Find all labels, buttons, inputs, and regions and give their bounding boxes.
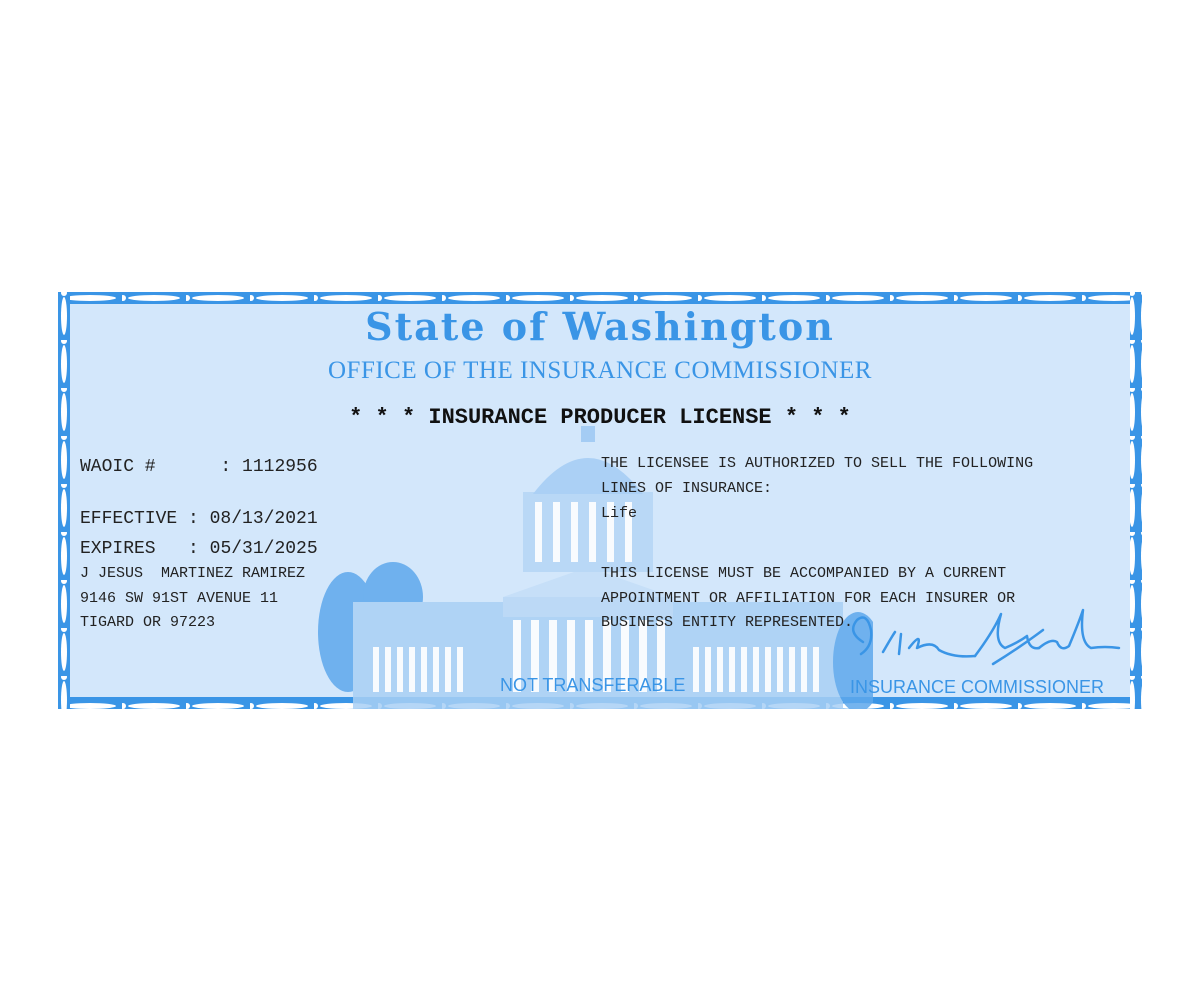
commissioner-title: INSURANCE COMMISSIONER — [850, 677, 1105, 697]
authorization-line2: LINES OF INSURANCE: — [601, 480, 773, 497]
authorization-line1: THE LICENSEE IS AUTHORIZED TO SELL THE FOLLOWING — [601, 455, 1034, 472]
insurance-license-card — [58, 292, 1142, 709]
state-title: State of Washington — [365, 304, 835, 349]
licensee-name: J JESUS MARTINEZ RAMIREZ — [80, 565, 306, 582]
notice-line1: THIS LICENSE MUST BE ACCOMPANIED BY A CURRENT — [601, 565, 1007, 582]
expires-label: EXPIRES — [80, 539, 156, 559]
waoic-number: 1112956 — [242, 457, 318, 477]
waoic-label: WAOIC # — [80, 457, 156, 477]
insurance-line-item: Life — [601, 505, 638, 522]
licensee-address-line2: TIGARD OR 97223 — [80, 614, 216, 631]
expires-date: 05/31/2025 — [209, 539, 318, 559]
effective-row: EFFECTIVE : 08/13/2021 — [80, 509, 318, 529]
office-title: OFFICE OF THE INSURANCE COMMISSIONER — [327, 357, 872, 384]
effective-date: 08/13/2021 — [209, 509, 318, 529]
commissioner-signature — [843, 602, 1123, 674]
effective-label: EFFECTIVE — [80, 509, 178, 529]
notice-line3: BUSINESS ENTITY REPRESENTED. — [601, 614, 854, 631]
not-transferable-label: NOT TRANSFERABLE — [500, 675, 686, 695]
notice-line2: APPOINTMENT OR AFFILIATION FOR EACH INSURER OR — [601, 590, 1016, 607]
licensee-address-line1: 9146 SW 91ST AVENUE 11 — [80, 590, 279, 607]
waoic-row: WAOIC # : 1112956 — [80, 457, 318, 477]
expires-row: EXPIRES : 05/31/2025 — [80, 539, 318, 559]
license-type-title: * * * INSURANCE PRODUCER LICENSE * * * — [349, 405, 851, 430]
